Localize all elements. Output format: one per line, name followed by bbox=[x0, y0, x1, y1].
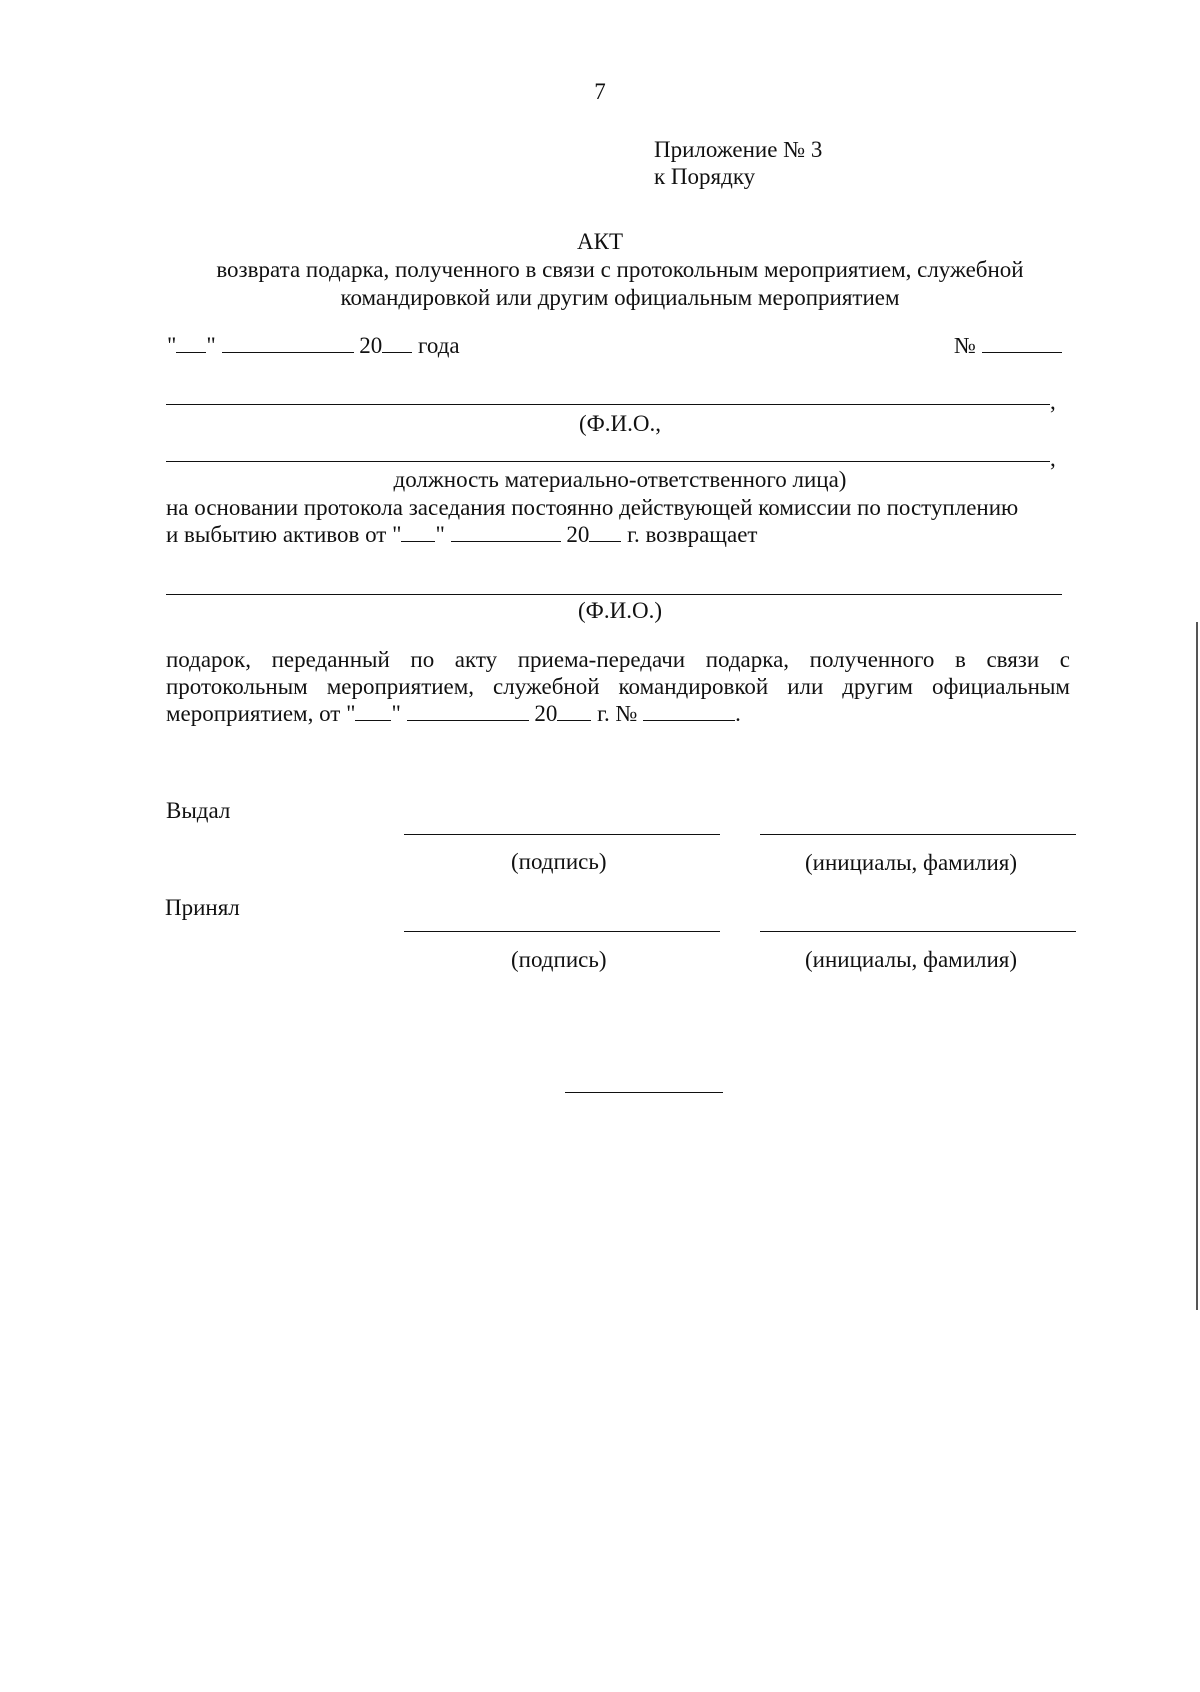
basis-line-2: и выбытию активов от " " 20 г. возвращает bbox=[166, 522, 758, 547]
basis-month-blank bbox=[451, 523, 561, 542]
basis-day-blank bbox=[401, 523, 435, 542]
recipient-fio-caption: (Ф.И.О.) bbox=[578, 598, 662, 623]
appendix-line-2: к Порядку bbox=[654, 164, 756, 189]
date-row bbox=[167, 332, 460, 359]
gift-line-3: мероприятием, от " " 20 г. № . bbox=[166, 701, 741, 726]
appendix-line-1: Приложение № 3 bbox=[654, 137, 823, 162]
year-blank bbox=[382, 334, 412, 353]
year-suffix: года bbox=[418, 333, 460, 358]
gift-line-2: протокольным мероприятием, служебной командировкой или другим официальным bbox=[166, 674, 1070, 699]
issued-signature-caption: (подпись) bbox=[511, 849, 607, 874]
document-heading: АКТ bbox=[577, 229, 623, 254]
issued-label: Выдал bbox=[166, 798, 231, 823]
gift-month-blank bbox=[407, 702, 529, 721]
fio-caption: (Ф.И.О., bbox=[578, 411, 662, 436]
basis-year-blank bbox=[589, 523, 621, 542]
accepted-signature-line bbox=[404, 931, 720, 932]
page-number: 7 bbox=[594, 79, 606, 104]
day-blank bbox=[176, 334, 206, 353]
issued-name-line bbox=[760, 834, 1076, 835]
scan-edge-bar bbox=[1196, 622, 1198, 1310]
act-number bbox=[954, 332, 1062, 359]
date-open-quote: " bbox=[167, 333, 177, 358]
document-title-line-2: командировкой или другим официальным мероприятием bbox=[340, 285, 900, 310]
fio-comma: , bbox=[1050, 389, 1056, 414]
date-close-quote: " bbox=[206, 333, 216, 358]
recipient-fio-line bbox=[166, 594, 1062, 595]
number-blank bbox=[982, 334, 1062, 353]
accepted-signature-caption: (подпись) bbox=[511, 947, 607, 972]
gift-year-blank bbox=[557, 702, 591, 721]
fio-line bbox=[166, 404, 1050, 405]
gift-day-blank bbox=[355, 702, 391, 721]
number-label: № bbox=[954, 333, 976, 358]
issued-signature-line bbox=[404, 834, 720, 835]
position-comma: , bbox=[1050, 446, 1056, 471]
document-title-line-1: возврата подарка, полученного в связи с протокольным мероприятием, служебной bbox=[216, 257, 1024, 282]
position-caption: должность материально-ответственного лица) bbox=[393, 467, 847, 492]
year-prefix: 20 bbox=[359, 333, 383, 358]
accepted-name-line bbox=[760, 931, 1076, 932]
month-blank bbox=[222, 334, 354, 353]
issued-name-caption: (инициалы, фамилия) bbox=[805, 850, 1018, 875]
gift-number-blank bbox=[643, 702, 735, 721]
closing-rule bbox=[565, 1092, 723, 1093]
gift-line-1: подарок, переданный по акту приема-передачи подарка, полученного в связи с bbox=[166, 647, 1070, 672]
accepted-name-caption: (инициалы, фамилия) bbox=[805, 947, 1018, 972]
basis-line-1: на основании протокола заседания постоянно действующей комиссии по поступлению bbox=[166, 495, 1019, 520]
position-line bbox=[166, 461, 1050, 462]
accepted-label: Принял bbox=[165, 895, 240, 920]
